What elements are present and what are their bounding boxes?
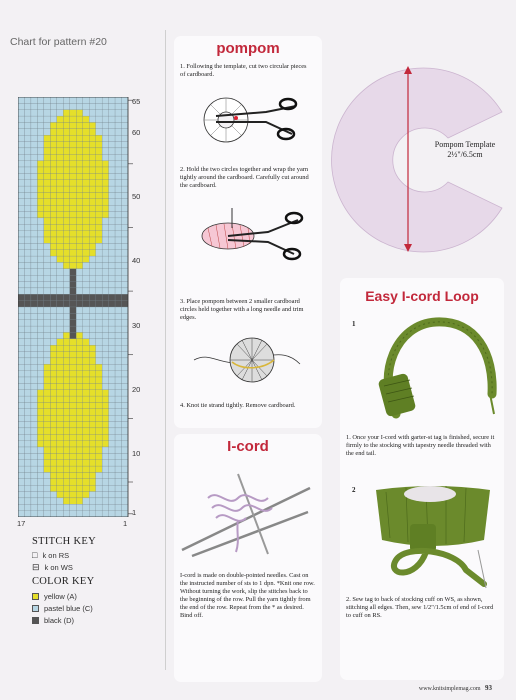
- chart-title: Chart for pattern #20: [10, 36, 107, 48]
- stitch-key-title: STITCH KEY: [32, 536, 96, 547]
- icord-needles-illustration: [178, 468, 318, 560]
- row-label: 10: [132, 449, 141, 458]
- icord-loop-title: Easy I-cord Loop: [365, 288, 479, 304]
- color-key-label: yellow (A): [44, 591, 77, 601]
- stitch-key-item: [32, 549, 162, 561]
- color-key-label: pastel blue (C): [44, 603, 93, 613]
- icord-loop-panel: [340, 278, 504, 680]
- page-number: 93: [485, 684, 492, 692]
- template-label: Pompom Template: [434, 140, 496, 149]
- row-label: 65: [132, 97, 141, 106]
- icord-title: I-cord: [227, 438, 269, 455]
- loop-step-2-text: 2. Sew tag to back of stocking cuff on WS, as shown, stitching all edges. Then, sew 1/2"/1.5cm of end of I-cord to cuff on RS.: [346, 596, 494, 619]
- color-key-title: COLOR KEY: [32, 576, 95, 587]
- pompom-panel: [174, 36, 322, 428]
- stitch-key-label: k on RS: [42, 550, 70, 560]
- loop-step-1-number: 1: [352, 320, 356, 328]
- cut-cardboard-illustration: [196, 88, 301, 148]
- sewn-cuff-photo: [366, 480, 500, 590]
- icord-panel: [174, 434, 322, 682]
- pompom-step-2: 2. Hold the two circles together and wrap the yarn tightly around the cardboard. Carefully cut around the cardboard.: [180, 166, 309, 189]
- col-label-left: 17: [17, 519, 26, 528]
- column-divider: [165, 30, 166, 670]
- knit-rs-symbol: □: [32, 550, 38, 560]
- stitch-key: [32, 536, 162, 573]
- black-swatch: [32, 617, 39, 624]
- icord-instructions: I-cord is made on double-pointed needles. Cast on the instructed number of sts to 1 dpn. *Knit one row. Without turning the work, slip the stitches back to the beginning of the row. Pull the yarn tightly from the end of the row. Repeat from the * as desired. Bind off.: [180, 572, 315, 619]
- pompom-step-4: 4. Knot tie strand tightly. Remove cardboard.: [180, 402, 296, 409]
- row-label: 40: [132, 256, 141, 265]
- stitch-key-item: [32, 561, 162, 573]
- row-label: 30: [132, 321, 141, 330]
- color-key-item: [32, 614, 162, 626]
- pompom-step-3: 3. Place pompom between 2 smaller cardboard circles held together with a long needle and trim edges.: [180, 298, 304, 321]
- yellow-swatch: [32, 593, 39, 600]
- loop-step-2-number: 2: [352, 486, 356, 494]
- icord-tag-photo: [366, 314, 500, 424]
- magazine-url: www.knitsimplemag.com: [418, 686, 481, 692]
- row-label: 60: [132, 128, 141, 137]
- row-label: 50: [132, 192, 141, 201]
- pompom-template-shape: [330, 60, 516, 260]
- template-caption: [415, 140, 515, 160]
- knit-ws-symbol: ⊟: [32, 561, 40, 572]
- pompom-step-1: 1. Following the template, cut two circular pieces of cardboard.: [180, 63, 307, 78]
- col-label-right: 1: [123, 519, 128, 528]
- color-key-item: [32, 602, 162, 614]
- loop-step-1-text: 1. Once your I-cord with garter-st tag is finished, secure it firmly to the stocking with tapestry needle threaded with the end tail.: [346, 434, 495, 457]
- row-label: 1: [132, 508, 137, 517]
- wrap-yarn-illustration: [198, 206, 308, 261]
- stitch-key-label: k on WS: [44, 562, 73, 572]
- page-footer: [419, 684, 492, 692]
- color-key: [32, 576, 162, 626]
- row-label: 20: [132, 385, 141, 394]
- template-size: 2½"/6.5cm: [447, 150, 483, 159]
- color-key-item: [32, 590, 162, 602]
- trim-pompom-illustration: [192, 326, 302, 396]
- pompom-title: pompom: [216, 40, 280, 57]
- color-key-label: black (D): [44, 615, 75, 625]
- blue-swatch: [32, 605, 39, 612]
- knitting-chart: [18, 97, 148, 517]
